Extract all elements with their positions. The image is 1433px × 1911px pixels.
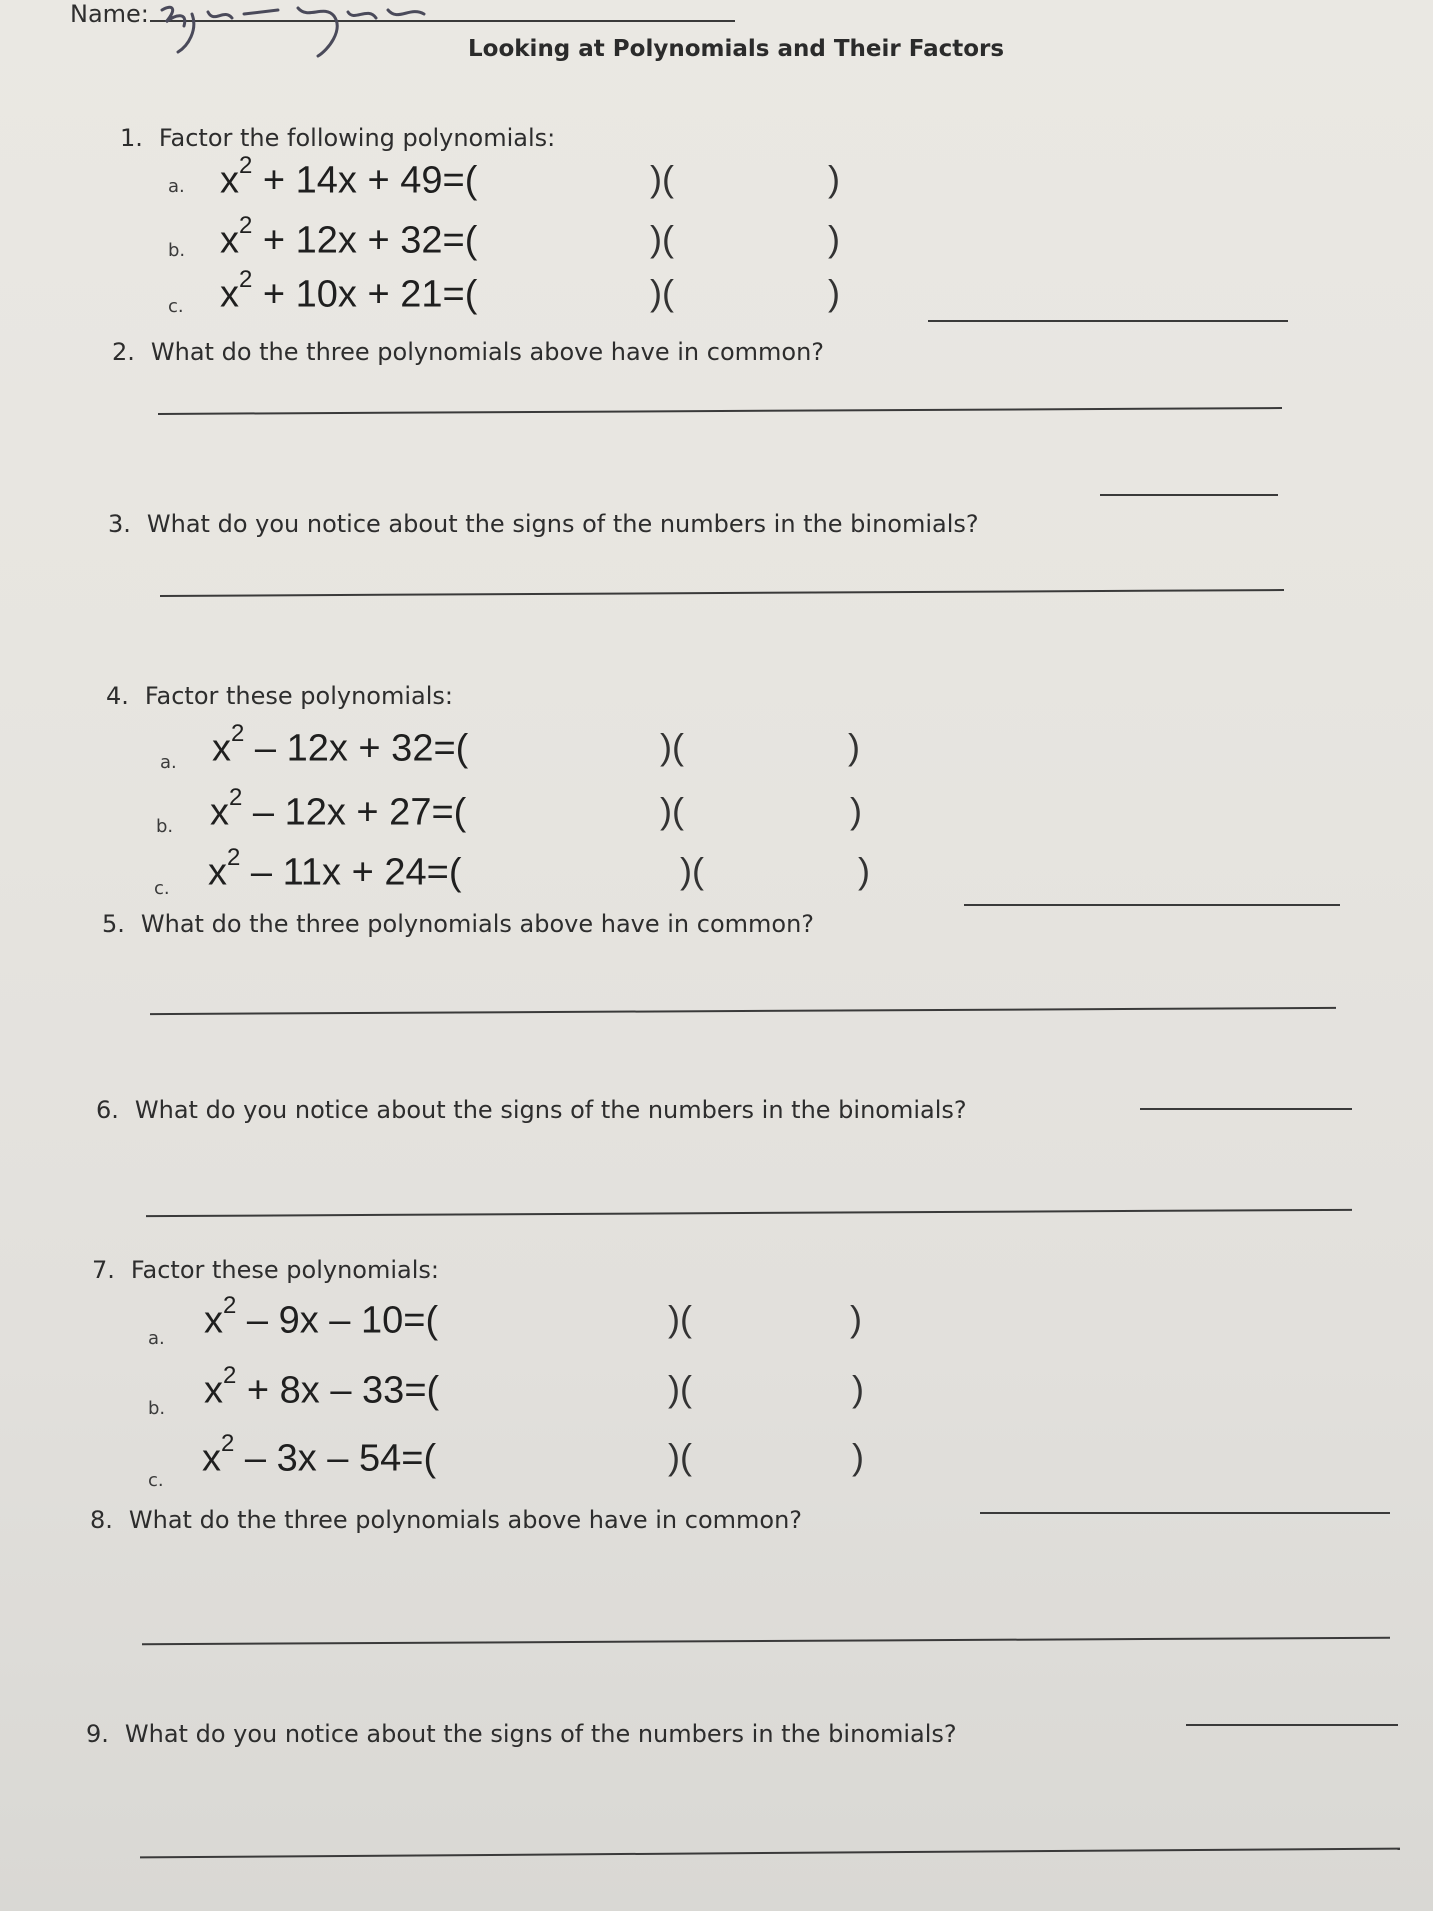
question-6: 6. What do you notice about the signs of the numbers in the binomials? <box>96 1096 967 1124</box>
answer-line[interactable] <box>1186 1724 1398 1726</box>
factor-paren-end: ) <box>828 158 840 199</box>
factor-paren-end: ) <box>828 218 840 259</box>
question-7: 7. Factor these polynomials: <box>92 1256 439 1284</box>
item-letter: c. <box>154 878 170 899</box>
factor-paren-middle: )( <box>650 272 674 313</box>
factor-paren-end: ) <box>828 272 840 313</box>
factor-paren-end: ) <box>852 1436 864 1477</box>
polynomial-7a: $x^2 - 9x - 10=$( <box>204 1292 439 1342</box>
polynomial-4c: $x^2 - 11x + 24=$( <box>208 844 462 894</box>
question-8: 8. What do the three polynomials above have in common? <box>90 1506 803 1534</box>
answer-line[interactable] <box>140 1848 1400 1859</box>
question-2: 2. What do the three polynomials above have in common? <box>112 338 825 366</box>
factor-paren-middle: )( <box>668 1298 692 1339</box>
question-number: 1. <box>120 124 143 152</box>
answer-line[interactable] <box>158 407 1282 415</box>
item-letter: c. <box>168 296 184 317</box>
item-letter: b. <box>148 1398 166 1419</box>
question-1 <box>120 124 555 152</box>
question-9: 9. What do you notice about the signs of the numbers in the binomials? <box>86 1720 957 1748</box>
answer-line[interactable] <box>150 1007 1336 1015</box>
answer-line[interactable] <box>142 1637 1390 1646</box>
factor-paren-middle: )( <box>668 1436 692 1477</box>
factor-paren-middle: )( <box>650 158 674 199</box>
polynomial-4b: $x^2 - 12x + 27=$( <box>210 784 467 834</box>
polynomial-1c: $x^2 + 10x + 21=$( <box>220 266 478 316</box>
answer-line[interactable] <box>964 904 1340 906</box>
polynomial-1b: $x^2 + 12x + 32=$( <box>220 212 478 262</box>
factor-paren-end: ) <box>850 1298 862 1339</box>
item-letter: b. <box>168 240 186 261</box>
factor-paren-end: ) <box>858 850 870 891</box>
polynomial-1a: $x^2 + 14x + 49=$( <box>220 152 478 202</box>
factor-paren-middle: )( <box>668 1368 692 1409</box>
answer-line[interactable] <box>146 1209 1352 1217</box>
answer-line[interactable] <box>160 589 1284 597</box>
name-label: Name: <box>70 0 149 28</box>
polynomial-7c: $x^2 - 3x - 54=$( <box>202 1430 437 1480</box>
factor-paren-end: ) <box>850 790 862 831</box>
polynomial-4a: $x^2 - 12x + 32=$( <box>212 720 469 770</box>
answer-line[interactable] <box>1100 494 1278 496</box>
polynomial-7b: $x^2 + 8x - 33=$( <box>204 1362 440 1412</box>
factor-paren-middle: )( <box>680 850 704 891</box>
answer-line[interactable] <box>980 1512 1390 1514</box>
question-text: Factor the following polynomials: <box>158 124 556 152</box>
answer-line[interactable] <box>1140 1108 1352 1110</box>
item-letter: a. <box>168 176 185 197</box>
item-letter: a. <box>160 752 177 773</box>
question-3: 3. What do you notice about the signs of the numbers in the binomials? <box>108 510 979 538</box>
factor-paren-middle: )( <box>660 726 684 767</box>
worksheet-title: Looking at Polynomials and Their Factors <box>468 36 1005 62</box>
factor-paren-end: ) <box>852 1368 864 1409</box>
factor-paren-middle: )( <box>660 790 684 831</box>
factor-paren-end: ) <box>848 726 860 767</box>
item-letter: c. <box>148 1470 164 1491</box>
factor-paren-middle: )( <box>650 218 674 259</box>
question-4: 4. Factor these polynomials: <box>106 682 453 710</box>
question-5: 5. What do the three polynomials above have in common? <box>102 910 815 938</box>
item-letter: a. <box>148 1328 165 1349</box>
item-letter: b. <box>156 816 174 837</box>
handwritten-name-signature <box>148 0 448 60</box>
answer-line[interactable] <box>928 320 1288 322</box>
